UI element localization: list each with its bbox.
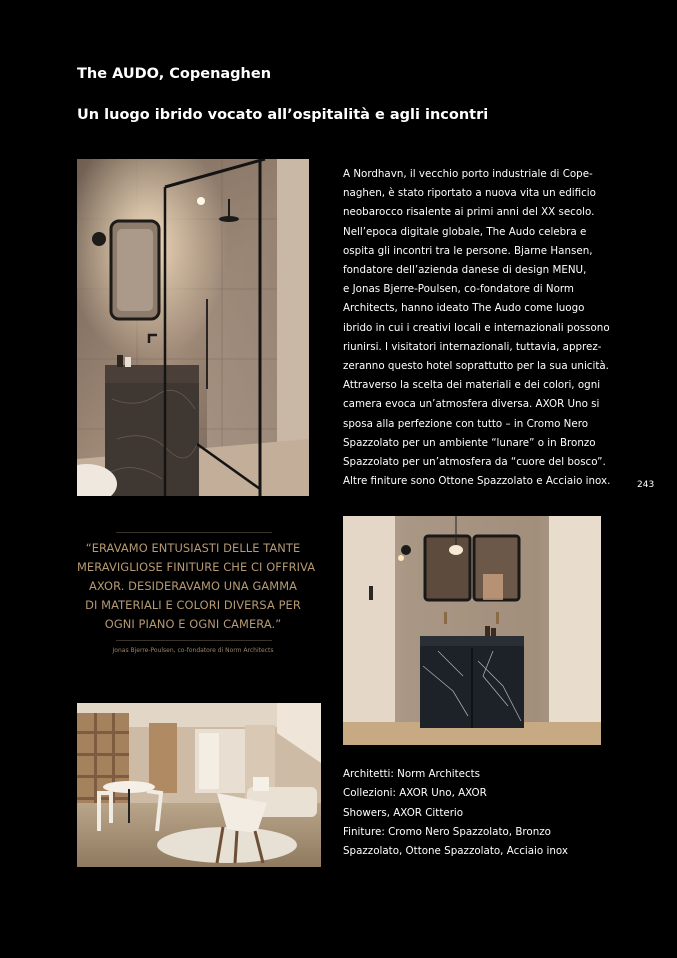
credits-line: Showers, AXOR Citterio — [343, 806, 464, 819]
body-line: camera evoca un’atmosfera diversa. AXOR Uno si — [343, 398, 600, 411]
body-line: Nell’epoca digitale globale, The Audo celebra e — [343, 225, 587, 238]
body-line: Attraverso la scelta dei materiali e dei colori, ogni — [343, 379, 601, 392]
project-credits — [343, 765, 603, 861]
quote-bottom-rule — [116, 640, 272, 641]
body-line: naghen, è stato riportato a nuova vita un edificio — [343, 187, 596, 200]
article-body — [343, 165, 611, 491]
quote-line: OGNI PIANO E OGNI CAMERA.” — [104, 617, 282, 631]
article-title: The AUDO, Copenaghen — [77, 66, 272, 82]
body-line: riunirsi. I visitatori internazionali, tuttavia, apprez- — [343, 340, 602, 353]
quote-top-rule — [116, 532, 272, 533]
quote-line: MERAVIGLIOSE FINITURE CHE CI OFFRIVA — [77, 560, 316, 574]
article-subtitle: Un luogo ibrido vocato all’ospitalità e agli incontri — [77, 107, 489, 123]
credits-line: Architetti: Norm Architects — [343, 768, 481, 780]
body-line: zeranno questo hotel soprattutto per la sua unicità. — [343, 360, 609, 373]
hotel-room-photo — [77, 703, 321, 867]
page-number: 243 — [637, 480, 655, 490]
quote-attribution: Jonas Bjerre-Poulsen, co-fondatore di Norm Architects — [112, 647, 274, 654]
body-line: Spazzolato per un ambiente “lunare” o in Bronzo — [343, 436, 596, 449]
bathroom-shower-photo — [77, 159, 309, 496]
body-line: e Jonas Bjerre-Poulsen, co-fondatore di Norm — [343, 283, 574, 296]
quote-line: AXOR. DESIDERAVAMO UNA GAMMA — [88, 579, 298, 593]
quote-line: “ERAVAMO ENTUSIASTI DELLE TANTE — [85, 541, 301, 555]
body-line: neobarocco risalente ai primi anni del XX secolo. — [343, 206, 595, 219]
quote-line: DI MATERIALI E COLORI DIVERSA PER — [85, 598, 301, 612]
body-line: A Nordhavn, il vecchio porto industriale di Cope- — [343, 168, 593, 180]
credits-line: Spazzolato, Ottone Spazzolato, Acciaio inox — [343, 845, 568, 858]
body-line: fondatore dell’azienda danese di design MENU, — [343, 264, 587, 277]
credits-line: Finiture: Cromo Nero Spazzolato, Bronzo — [343, 825, 551, 838]
body-line: Spazzolato per un’atmosfera da “cuore del bosco”. — [343, 456, 606, 469]
bathroom-vanity-photo — [343, 516, 601, 745]
body-line: Altre finiture sono Ottone Spazzolato e Acciaio inox. — [343, 475, 611, 488]
body-line: sposa alla perfezione con tutto – in Cromo Nero — [343, 417, 589, 430]
pull-quote — [77, 539, 316, 634]
body-line: Architects, hanno ideato The Audo come luogo — [343, 302, 585, 315]
body-line: ospita gli incontri tra le persone. Bjarne Hansen, — [343, 244, 593, 257]
credits-line: Collezioni: AXOR Uno, AXOR — [343, 787, 487, 800]
body-line: ibrido in cui i creativi locali e internazionali possono — [343, 321, 610, 334]
